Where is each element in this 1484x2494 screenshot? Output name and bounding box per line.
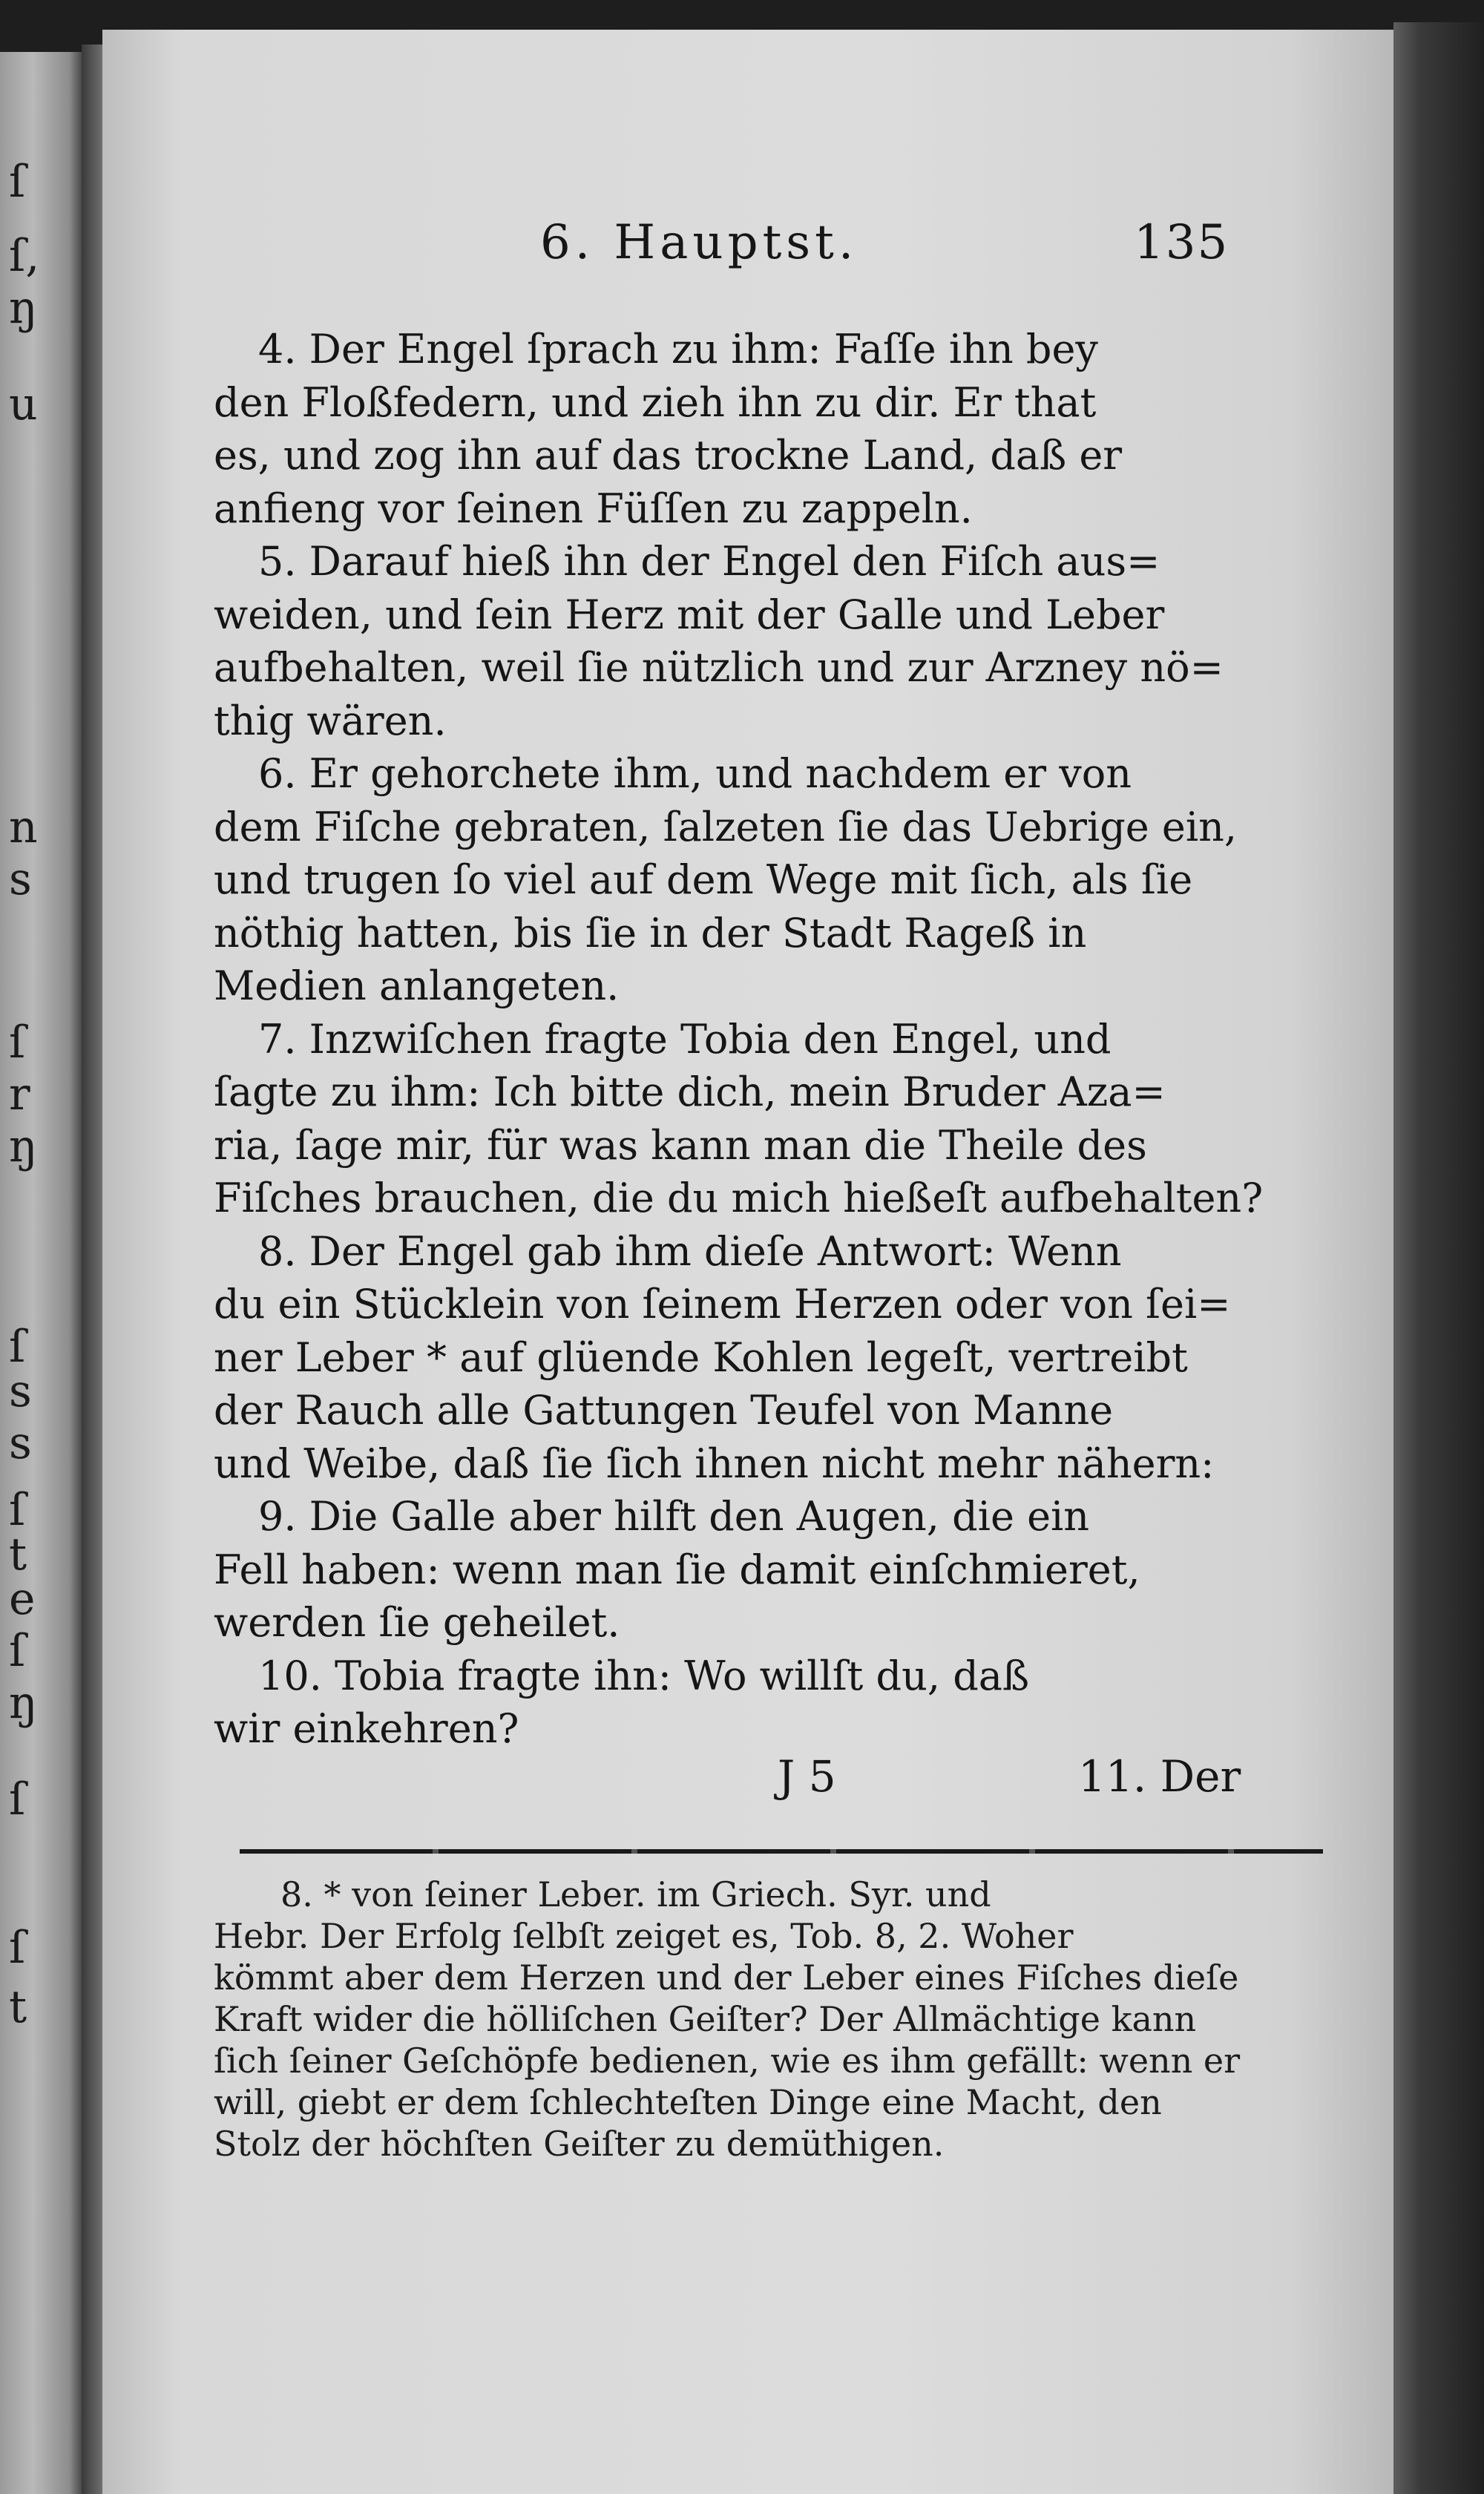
page-footer [214, 1751, 1312, 1811]
text-line: Fell haben: wenn man ſie damit einſchmieret, [214, 1546, 1140, 1593]
text-line: und Weibe, daß ſie ſich ihnen nicht mehr nähern: [214, 1440, 1215, 1487]
left-page-edge [0, 52, 82, 2494]
left-page-fragment: s [9, 853, 32, 905]
left-page-fragment: t [9, 1529, 27, 1581]
left-page-fragment: ŋ [9, 1677, 38, 1729]
footnote-line: Hebr. Der Erfolg ſelbſt zeiget es, Tob. 8, 2. Woher [214, 1916, 1074, 1956]
page-header [102, 215, 1393, 289]
verse-6 [214, 747, 1312, 1013]
left-page-fragment: ſ [9, 1922, 26, 1974]
text-line: ria, ſage mir, für was kann man die Theile des [214, 1121, 1147, 1169]
text-line: 6. Er gehorchete ihm, und nachdem er von [258, 750, 1132, 797]
text-line: der Rauch alle Gattungen Teufel von Manne [214, 1387, 1114, 1434]
text-line: dem Fiſche gebraten, ſalzeten ſie das Uebrige ein, [214, 803, 1238, 850]
left-page-fragment: t [9, 1981, 27, 2033]
verse-4 [214, 323, 1312, 535]
text-line: 8. Der Engel gab ihm dieſe Antwort: Wenn [258, 1227, 1122, 1275]
footnote-line: kömmt aber dem Herzen und der Leber eines Fiſches dieſe [214, 1958, 1239, 1998]
footnote-line: Stolz der höchſten Geiſter zu demüthigen. [214, 2124, 945, 2164]
text-line: werden ſie geheilet. [214, 1599, 620, 1646]
text-line: Fiſches brauchen, die du mich hießeſt aufbehalten? [214, 1175, 1264, 1221]
text-line: 10. Tobia fragte ihn: Wo willſt du, daß [258, 1652, 1030, 1699]
verse-8 [214, 1225, 1312, 1491]
text-line: und trugen ſo viel auf dem Wege mit ſich, als ſie [214, 856, 1193, 903]
left-page-fragment: u [9, 378, 38, 430]
text-line: aufbehalten, weil ſie nützlich und zur Arzney nö= [214, 644, 1224, 691]
left-page-fragment: ſ [9, 1484, 26, 1536]
text-line: es, und zog ihn auf das trockne Land, daß er [214, 432, 1123, 479]
left-page-fragment: s [9, 1365, 32, 1417]
text-line: thig wären. [214, 697, 447, 744]
footnote-line: will, giebt er dem ſchlechteſten Dinge eine Macht, den [214, 2082, 1162, 2122]
page-edge-shadow [1393, 22, 1484, 2494]
text-line: Medien anlangeten. [214, 962, 620, 1009]
text-line: 7. Inzwiſchen fragte Tobia den Engel, und [258, 1015, 1112, 1063]
left-page-fragment: ŋ [9, 1120, 38, 1172]
text-line: 5. Darauf hieß ihn der Engel den Fiſch aus= [258, 538, 1160, 585]
text-line: 9. Die Galle aber hilft den Augen, die ein [258, 1493, 1090, 1540]
left-page-fragment: e [9, 1573, 36, 1625]
left-page-fragment: ſ [9, 1625, 26, 1677]
verse-7 [214, 1013, 1312, 1225]
left-page-fragment: ſ [9, 1773, 26, 1825]
left-page-fragment: ſ [9, 156, 26, 208]
signature-mark: J 5 [778, 1751, 836, 1802]
left-page-fragment: s [9, 1417, 32, 1469]
text-line: ſagte zu ihm: Ich bitte dich, mein Bruder Aza= [214, 1069, 1166, 1115]
left-page-fragment: ſ, [9, 230, 40, 282]
left-page-fragment: ŋ [9, 282, 38, 334]
left-page-fragment: r [9, 1069, 30, 1120]
page-number: 135 [1134, 215, 1229, 270]
footnote-line: 8. * von ſeiner Leber. im Griech. Syr. und [280, 1874, 991, 1914]
text-line: weiden, und ſein Herz mit der Galle und Leber [214, 591, 1165, 638]
text-line: du ein Stücklein von ſeinem Herzen oder von ſei= [214, 1281, 1231, 1328]
text-line: 4. Der Engel ſprach zu ihm: Faſſe ihn bey [258, 326, 1098, 373]
text-line: den Floßfedern, und zieh ihn zu dir. Er that [214, 378, 1097, 426]
text-line: wir einkehren? [214, 1705, 519, 1752]
footnote-rule [240, 1849, 1323, 1854]
footnote-line: Kraft wider die hölliſchen Geiſter? Der Allmächtige kann [214, 1999, 1197, 2039]
body-text [214, 323, 1312, 1756]
text-line: ner Leber * auf glüende Kohlen legeſt, vertreibt [214, 1333, 1188, 1381]
footnote [214, 1874, 1312, 2165]
verse-5 [214, 535, 1312, 747]
left-page-fragment: ſ [9, 1321, 26, 1373]
verse-9 [214, 1490, 1312, 1650]
catchword: 11. Der [1078, 1751, 1241, 1802]
book-gutter [82, 45, 102, 2494]
text-line: nöthig hatten, bis ſie in der Stadt Rageß in [214, 909, 1087, 956]
footnote-line: ſich ſeiner Geſchöpfe bedienen, wie es ihm gefällt: wenn er [214, 2041, 1241, 2081]
left-page-fragment: n [9, 801, 38, 853]
book-page [102, 30, 1393, 2494]
left-page-fragment: ſ [9, 1017, 26, 1069]
text-line: anfieng vor ſeinen Füſſen zu zappeln. [214, 485, 973, 532]
verse-10 [214, 1650, 1312, 1756]
running-head: 6. Hauptst. [540, 215, 858, 270]
